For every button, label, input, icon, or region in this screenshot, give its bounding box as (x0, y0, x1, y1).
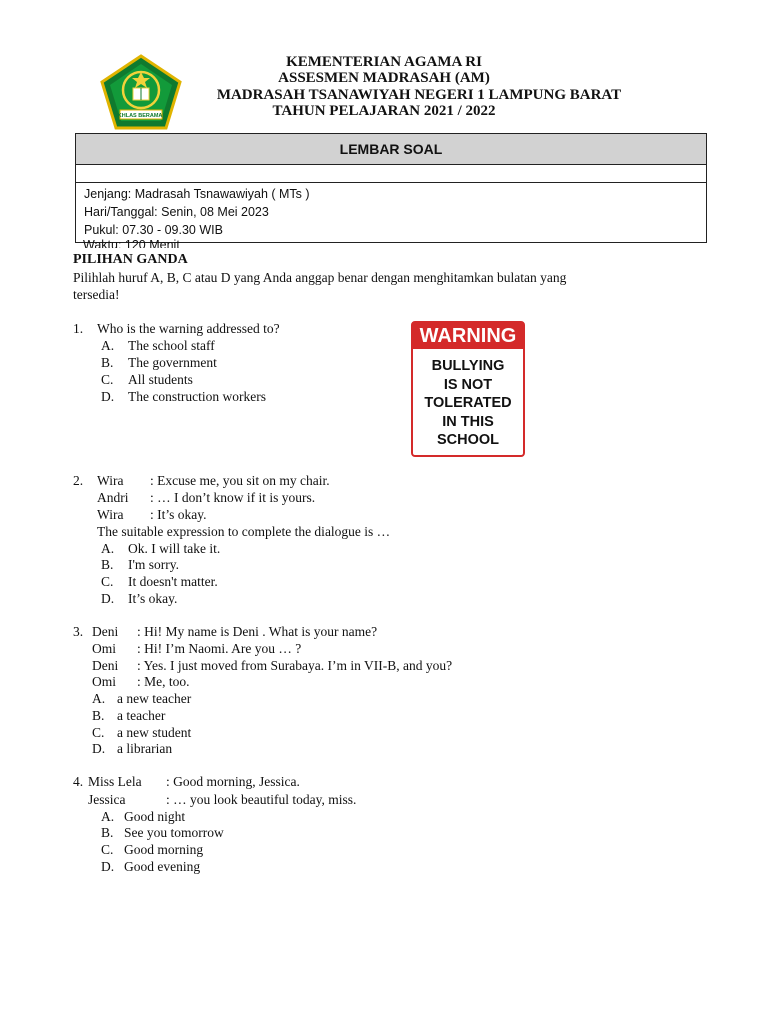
warning-line: IN THIS (442, 413, 494, 430)
q2-line: : … I don’t know if it is yours. (150, 490, 316, 505)
q4-option-text: See you tomorrow (124, 825, 224, 840)
warning-line: BULLYING (431, 358, 505, 374)
q3-option-text: a librarian (117, 741, 173, 756)
warning-line: TOLERATED (424, 395, 512, 411)
q4-speaker: Jessica (88, 792, 126, 807)
info-hari-tanggal: Hari/Tanggal: Senin, 08 Mei 2023 (84, 205, 269, 219)
q4-option-text: Good morning (124, 842, 204, 857)
q4-option-letter: A. (101, 809, 115, 824)
q4-line: : Good morning, Jessica. (166, 774, 300, 789)
q3-option-letter: B. (92, 708, 105, 723)
q3-speaker: Deni (92, 624, 119, 639)
header-school: MADRASAH TSANAWIYAH NEGERI 1 LAMPUNG BARAT (216, 87, 622, 103)
section-instruction-line2: tersedia! (73, 287, 120, 302)
q2-speaker: Wira (97, 473, 124, 488)
q3-option-text: a new student (117, 725, 192, 740)
info-waktu: Waktu: 120 Menit (83, 238, 180, 248)
q2-option-letter: D. (101, 591, 115, 606)
header-assessment: ASSESMEN MADRASAH (AM) (278, 70, 490, 86)
q1-option-letter: D. (101, 389, 115, 404)
warning-line: IS NOT (443, 376, 493, 393)
q4-speaker: Miss Lela (88, 774, 142, 789)
q3-number: 3. (73, 624, 84, 639)
q3-speaker: Omi (92, 641, 117, 656)
q2-number: 2. (73, 473, 84, 488)
warning-sign-body (413, 357, 523, 450)
info-jenjang: Jenjang: Madrasah Tsnawawiyah ( MTs ) (84, 187, 310, 201)
q2-option-text: I'm sorry. (128, 557, 180, 572)
q3-line: : Yes. I just moved from Surabaya. I’m in VII-B, and you? (137, 658, 453, 673)
q2-option-text: It doesn't matter. (128, 574, 218, 589)
logo-motto: IKHLAS BERAMAL (116, 113, 166, 119)
q3-option-text: a teacher (117, 708, 166, 723)
q2-line: : It’s okay. (150, 507, 207, 522)
warning-sign-head: WARNING (413, 323, 523, 349)
warning-line: SCHOOL (436, 432, 500, 448)
q4-option-letter: B. (101, 825, 114, 840)
q3-option-letter: C. (92, 725, 105, 740)
q4-number: 4. (73, 774, 84, 789)
q2-option-letter: C. (101, 574, 114, 589)
q1-option-text: All students (128, 372, 193, 387)
q1-option-letter: B. (101, 355, 114, 370)
q4-option-letter: D. (101, 859, 115, 874)
q1-option-text: The government (128, 355, 217, 370)
section-title: PILIHAN GANDA (73, 252, 188, 267)
q4-option-text: Good evening (124, 859, 201, 874)
q1-option-text: The construction workers (128, 389, 266, 404)
q2-line: : Excuse me, you sit on my chair. (150, 473, 330, 488)
q3-line: : Hi! I’m Naomi. Are you … ? (137, 641, 302, 656)
q3-speaker: Omi (92, 674, 117, 689)
q2-option-text: Ok. I will take it. (128, 541, 221, 556)
section-instruction-line1: Pilihlah huruf A, B, C atau D yang Anda anggap benar dengan menghitamkan bulatan yang (73, 270, 567, 285)
q4-line: : … you look beautiful today, miss. (166, 792, 357, 807)
q3-option-text: a new teacher (117, 691, 192, 706)
q4-option-text: Good night (124, 809, 186, 824)
info-title: LEMBAR SOAL (76, 134, 706, 165)
q3-option-letter: D. (92, 741, 106, 756)
q1-option-letter: C. (101, 372, 114, 387)
header-ministry: KEMENTERIAN AGAMA RI (286, 54, 482, 70)
q2-speaker: Wira (97, 507, 124, 522)
q4-option-letter: C. (101, 842, 114, 857)
q1-option-text: The school staff (128, 338, 215, 353)
info-pukul: Pukul: 07.30 - 09.30 WIB (84, 223, 223, 237)
q2-speaker: Andri (97, 490, 129, 505)
info-box (75, 133, 707, 243)
q2-option-text: It’s okay. (128, 591, 178, 606)
q3-option-letter: A. (92, 691, 106, 706)
q2-option-letter: A. (101, 541, 115, 556)
q3-line: : Hi! My name is Deni . What is your name? (137, 624, 378, 639)
q1-number: 1. (73, 321, 84, 336)
warning-sign (411, 321, 525, 457)
header-year: TAHUN PELAJARAN 2021 / 2022 (272, 103, 496, 119)
q1-text: Who is the warning addressed to? (97, 321, 280, 336)
q2-option-letter: B. (101, 557, 114, 572)
q2-question: The suitable expression to complete the dialogue is … (97, 524, 391, 539)
q3-line: : Me, too. (137, 674, 190, 689)
q1-option-letter: A. (101, 338, 115, 353)
q3-speaker: Deni (92, 658, 119, 673)
